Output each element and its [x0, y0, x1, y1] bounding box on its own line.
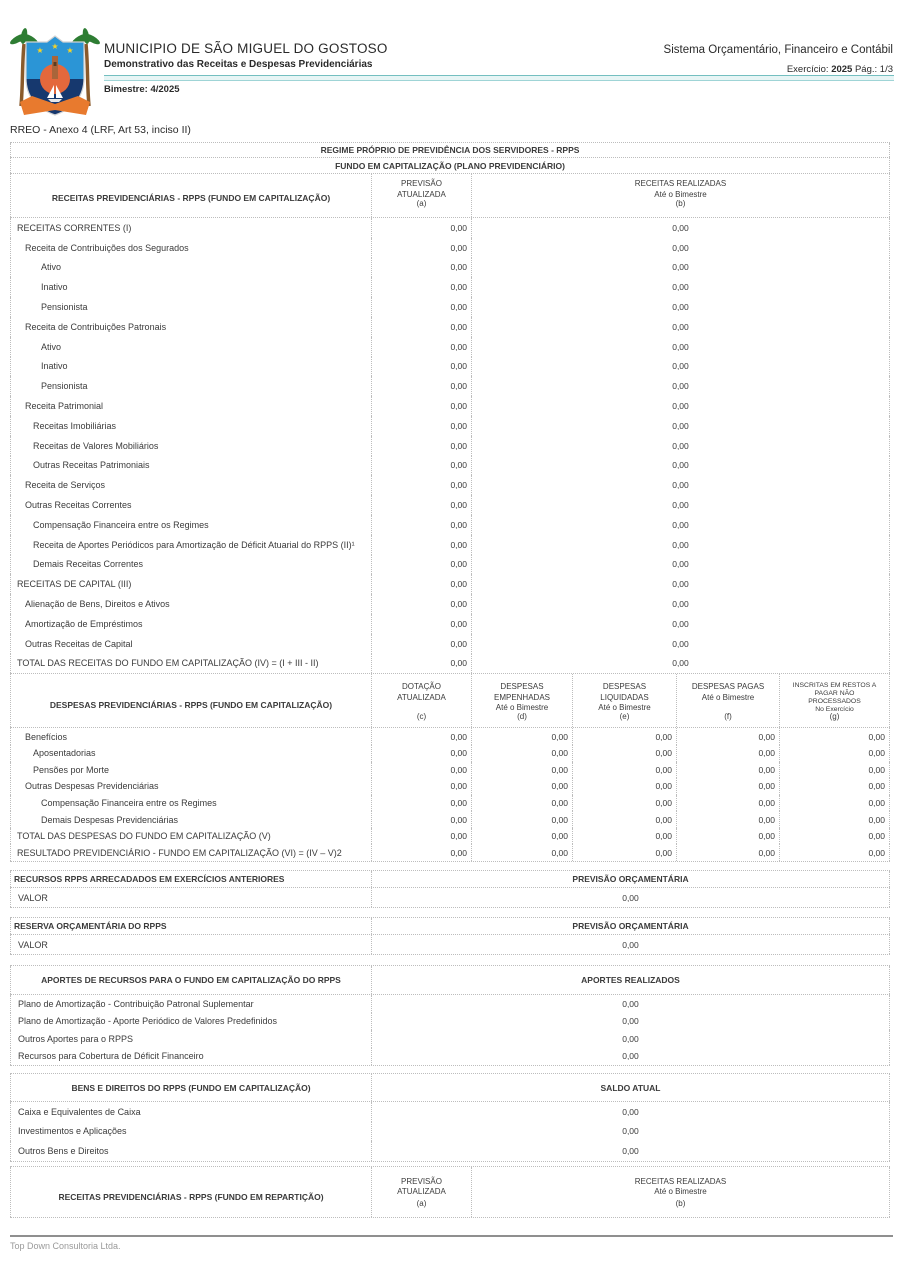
cell-receitas-realizadas: 0,00 — [472, 297, 890, 317]
cell-value: 0,00 — [472, 811, 573, 828]
regime-title: REGIME PRÓPRIO DE PREVIDÊNCIA DOS SERVIDORES - RPPS — [10, 143, 890, 157]
table-row — [10, 357, 890, 377]
cell-value: 0,00 — [677, 795, 780, 812]
row-value: 0,00 — [372, 935, 890, 954]
section-header-row — [10, 966, 890, 995]
row-label: Caixa e Equivalentes de Caixa — [10, 1102, 372, 1122]
header-line: LIQUIDADAS — [600, 692, 649, 702]
table-row — [10, 456, 890, 476]
section-value-header: PREVISÃO ORÇAMENTÁRIA — [372, 918, 890, 934]
section-header-row — [10, 918, 890, 935]
table-row — [10, 238, 890, 258]
table-row — [10, 1141, 890, 1161]
row-label: Outros Bens e Direitos — [10, 1141, 372, 1161]
header-key: (f) — [724, 712, 732, 722]
table-row — [10, 337, 890, 357]
row-label: Investimentos e Aplicações — [10, 1122, 372, 1142]
cell-value: 0,00 — [780, 762, 890, 779]
cell-receitas-realizadas: 0,00 — [472, 317, 890, 337]
despesas-capitalizacao-table — [10, 674, 890, 862]
exercise-page-info — [787, 64, 893, 75]
row-label: Ativo — [10, 337, 372, 357]
cell-receitas-realizadas: 0,00 — [472, 515, 890, 535]
row-label: Inativo — [10, 357, 372, 377]
cell-previsao-atualizada: 0,00 — [372, 277, 472, 297]
cell-previsao-atualizada: 0,00 — [372, 515, 472, 535]
header-line: DESPESAS — [602, 682, 647, 692]
row-label: RESULTADO PREVIDENCIÁRIO - FUNDO EM CAPITALIZAÇÃO (VI) = (IV – V)2 — [10, 844, 372, 861]
system-name: Sistema Orçamentário, Financeiro e Contábil — [663, 44, 893, 56]
table-row — [10, 317, 890, 337]
table-row — [10, 416, 890, 436]
reparticao-header-row — [10, 1167, 890, 1217]
row-label: TOTAL DAS DESPESAS DO FUNDO EM CAPITALIZAÇÃO (V) — [10, 828, 372, 845]
cell-value: 0,00 — [472, 828, 573, 845]
cell-value: 0,00 — [573, 778, 677, 795]
exercise-value: 2025 — [831, 64, 853, 75]
receitas-table-body — [10, 218, 890, 673]
cell-value: 0,00 — [573, 844, 677, 861]
previsao-atualizada-header: PREVISÃO ATUALIZADA (a) — [372, 1167, 472, 1217]
table-row — [10, 728, 890, 745]
cell-value: 0,00 — [372, 762, 472, 779]
cell-value: 0,00 — [372, 795, 472, 812]
table-row — [10, 614, 890, 634]
table-row — [10, 1122, 890, 1142]
cell-value: 0,00 — [472, 795, 573, 812]
cell-receitas-realizadas: 0,00 — [472, 574, 890, 594]
reserva-orcamentaria-section — [10, 917, 890, 955]
bens-rows — [10, 1102, 890, 1161]
row-label: Outras Receitas Correntes — [10, 495, 372, 515]
table-row — [10, 218, 890, 238]
table-row — [10, 634, 890, 654]
cell-receitas-realizadas: 0,00 — [472, 555, 890, 575]
column-header — [472, 674, 573, 727]
table-row — [10, 376, 890, 396]
svg-text:★: ★ — [51, 42, 59, 51]
row-label: Receitas de Valores Mobiliários — [10, 436, 372, 456]
cell-previsao-atualizada: 0,00 — [372, 258, 472, 278]
cell-previsao-atualizada: 0,00 — [372, 357, 472, 377]
header-divider-band — [104, 75, 894, 81]
cell-receitas-realizadas: 0,00 — [472, 396, 890, 416]
row-label: Pensões por Morte — [10, 762, 372, 779]
despesas-column-label: DESPESAS PREVIDENCIÁRIAS - RPPS (FUNDO EM CAPITALIZAÇÃO) — [10, 674, 372, 727]
section-title: APORTES DE RECURSOS PARA O FUNDO EM CAPITALIZAÇÃO DO RPPS — [10, 966, 372, 994]
cell-previsao-atualizada: 0,00 — [372, 574, 472, 594]
despesas-table-body — [10, 728, 890, 861]
header-subline: Até o Bimestre — [495, 703, 549, 713]
svg-text:★: ★ — [66, 46, 74, 55]
svg-text:★: ★ — [36, 46, 44, 55]
cell-value: 0,00 — [677, 811, 780, 828]
header-line: DOTAÇÃO — [402, 682, 441, 692]
table-row — [10, 828, 890, 845]
cell-previsao-atualizada: 0,00 — [372, 416, 472, 436]
row-value: 0,00 — [372, 1048, 890, 1066]
row-value: 0,00 — [372, 995, 890, 1013]
row-label: Amortização de Empréstimos — [10, 614, 372, 634]
fund-title: FUNDO EM CAPITALIZAÇÃO (PLANO PREVIDENCIÁRIO) — [10, 158, 890, 173]
row-label: Receita de Aportes Periódicos para Amortização de Déficit Atuarial do RPPS (II)¹ — [10, 535, 372, 555]
row-label: Receita de Contribuições Patronais — [10, 317, 372, 337]
row-label: Outras Despesas Previdenciárias — [10, 778, 372, 795]
table-row — [10, 811, 890, 828]
cell-value: 0,00 — [780, 728, 890, 745]
header-line: PAGAR NÃO — [814, 690, 855, 698]
row-label: Outros Aportes para o RPPS — [10, 1030, 372, 1048]
row-label: VALOR — [10, 888, 372, 907]
bens-direitos-section — [10, 1073, 890, 1162]
cell-previsao-atualizada: 0,00 — [372, 317, 472, 337]
cell-value: 0,00 — [677, 778, 780, 795]
cell-value: 0,00 — [677, 828, 780, 845]
table-row — [10, 495, 890, 515]
row-label: Aposentadorias — [10, 745, 372, 762]
table-row — [10, 258, 890, 278]
cell-receitas-realizadas: 0,00 — [472, 416, 890, 436]
table-row — [10, 995, 890, 1013]
row-label: RECEITAS CORRENTES (I) — [10, 218, 372, 238]
header-line: DESPESAS — [500, 682, 544, 692]
row-label: Outras Receitas de Capital — [10, 634, 372, 654]
row-label: Pensionista — [10, 376, 372, 396]
cell-value: 0,00 — [677, 745, 780, 762]
table-row — [10, 762, 890, 779]
row-label: Plano de Amortização - Aporte Periódico de Valores Predefinidos — [10, 1013, 372, 1031]
row-label: Receita Patrimonial — [10, 396, 372, 416]
row-value: 0,00 — [372, 1102, 890, 1122]
fund-title-row — [10, 158, 890, 174]
column-header — [372, 674, 472, 727]
section-header-row — [10, 871, 890, 888]
table-row — [10, 778, 890, 795]
cell-receitas-realizadas: 0,00 — [472, 436, 890, 456]
cell-previsao-atualizada: 0,00 — [372, 555, 472, 575]
row-label: Recursos para Cobertura de Déficit Financeiro — [10, 1048, 372, 1066]
cell-previsao-atualizada: 0,00 — [372, 436, 472, 456]
table-row — [10, 654, 890, 674]
cell-receitas-realizadas: 0,00 — [472, 376, 890, 396]
cell-receitas-realizadas: 0,00 — [472, 238, 890, 258]
cell-value: 0,00 — [780, 811, 890, 828]
cell-value: 0,00 — [472, 745, 573, 762]
cell-value: 0,00 — [573, 745, 677, 762]
section-value-header: PREVISÃO ORÇAMENTÁRIA — [372, 871, 890, 887]
table-row — [10, 594, 890, 614]
table-row — [10, 436, 890, 456]
cell-value: 0,00 — [780, 828, 890, 845]
report-title: Demonstrativo das Receitas e Despesas Previdenciárias — [104, 59, 373, 70]
cell-receitas-realizadas: 0,00 — [472, 357, 890, 377]
cell-previsao-atualizada: 0,00 — [372, 594, 472, 614]
row-value: 0,00 — [372, 1122, 890, 1142]
table-row — [10, 555, 890, 575]
footer-divider — [10, 1235, 893, 1237]
report-reference: RREO - Anexo 4 (LRF, Art 53, inciso II) — [10, 124, 191, 136]
cell-value: 0,00 — [472, 778, 573, 795]
row-value: 0,00 — [372, 1141, 890, 1161]
previsao-atualizada-header: PREVISÃO ATUALIZADA (a) — [372, 174, 472, 217]
section-value-header: SALDO ATUAL — [372, 1074, 890, 1101]
row-label: Receita de Contribuições dos Segurados — [10, 238, 372, 258]
header-key: (e) — [619, 712, 630, 722]
row-label: Compensação Financeira entre os Regimes — [10, 795, 372, 812]
header-key: (d) — [517, 712, 527, 722]
table-row — [10, 795, 890, 812]
cell-value: 0,00 — [780, 745, 890, 762]
exercise-label: Exercício: — [786, 64, 829, 75]
header-key: (g) — [829, 712, 840, 722]
cell-value: 0,00 — [780, 778, 890, 795]
cell-previsao-atualizada: 0,00 — [372, 475, 472, 495]
row-label: Alienação de Bens, Direitos e Ativos — [10, 594, 372, 614]
cell-receitas-realizadas: 0,00 — [472, 594, 890, 614]
cell-value: 0,00 — [472, 844, 573, 861]
cell-value: 0,00 — [573, 811, 677, 828]
cell-receitas-realizadas: 0,00 — [472, 456, 890, 476]
table-row — [10, 515, 890, 535]
section-title: RESERVA ORÇAMENTÁRIA DO RPPS — [10, 918, 372, 934]
cell-receitas-realizadas: 0,00 — [472, 614, 890, 634]
row-label: RECEITAS DE CAPITAL (III) — [10, 574, 372, 594]
section-header-row — [10, 1074, 890, 1102]
cell-receitas-realizadas: 0,00 — [472, 495, 890, 515]
recursos-anteriores-section — [10, 870, 890, 908]
row-label: Receitas Imobiliárias — [10, 416, 372, 436]
header-line: DESPESAS PAGAS — [691, 682, 765, 692]
section-title: RECURSOS RPPS ARRECADADOS EM EXERCÍCIOS ANTERIORES — [10, 871, 372, 887]
cell-value: 0,00 — [372, 844, 472, 861]
cell-previsao-atualizada: 0,00 — [372, 218, 472, 238]
column-header — [780, 674, 890, 727]
row-label: Receita de Serviços — [10, 475, 372, 495]
cell-value: 0,00 — [372, 778, 472, 795]
receitas-header-row — [10, 174, 890, 218]
receitas-reparticao-header — [10, 1166, 890, 1218]
table-row — [10, 1013, 890, 1031]
row-label: Benefícios — [10, 728, 372, 745]
cell-receitas-realizadas: 0,00 — [472, 277, 890, 297]
table-row — [10, 297, 890, 317]
table-row — [10, 475, 890, 495]
table-row — [10, 1102, 890, 1122]
cell-value: 0,00 — [372, 811, 472, 828]
cell-value: 0,00 — [573, 728, 677, 745]
row-label: Inativo — [10, 277, 372, 297]
cell-receitas-realizadas: 0,00 — [472, 337, 890, 357]
table-row — [10, 574, 890, 594]
row-label: Compensação Financeira entre os Regimes — [10, 515, 372, 535]
cell-receitas-realizadas: 0,00 — [472, 475, 890, 495]
header-line: ATUALIZADA — [397, 692, 446, 702]
table-row — [10, 1048, 890, 1066]
cell-previsao-atualizada: 0,00 — [372, 614, 472, 634]
cell-value: 0,00 — [573, 828, 677, 845]
reparticao-column-label: RECEITAS PREVIDENCIÁRIAS - RPPS (FUNDO EM REPARTIÇÃO) — [10, 1167, 372, 1217]
cell-value: 0,00 — [677, 728, 780, 745]
row-value: 0,00 — [372, 888, 890, 907]
cell-value: 0,00 — [372, 728, 472, 745]
cell-receitas-realizadas: 0,00 — [472, 654, 890, 674]
receitas-realizadas-header: RECEITAS REALIZADAS Até o Bimestre (b) — [472, 1167, 890, 1217]
cell-value: 0,00 — [780, 844, 890, 861]
cell-previsao-atualizada: 0,00 — [372, 337, 472, 357]
section-value-header: APORTES REALIZADOS — [372, 966, 890, 994]
aportes-rows — [10, 995, 890, 1065]
cell-previsao-atualizada: 0,00 — [372, 297, 472, 317]
receitas-capitalizacao-table — [10, 142, 890, 674]
report-body — [10, 142, 890, 1218]
row-value: 0,00 — [372, 1013, 890, 1031]
cell-receitas-realizadas: 0,00 — [472, 258, 890, 278]
table-row — [10, 1030, 890, 1048]
cell-previsao-atualizada: 0,00 — [372, 535, 472, 555]
cell-value: 0,00 — [372, 745, 472, 762]
despesas-header-row — [10, 674, 890, 728]
cell-previsao-atualizada: 0,00 — [372, 495, 472, 515]
row-label: Demais Despesas Previdenciárias — [10, 811, 372, 828]
header-line: PROCESSADOS — [808, 698, 861, 706]
header-subline: Até o Bimestre — [598, 703, 651, 713]
column-header — [573, 674, 677, 727]
cell-receitas-realizadas: 0,00 — [472, 634, 890, 654]
header-line: EMPENHADAS — [493, 692, 550, 702]
aportes-section — [10, 965, 890, 1066]
row-label: Pensionista — [10, 297, 372, 317]
header-line: INSCRITAS EM RESTOS A — [792, 682, 877, 690]
municipality-name: MUNICIPIO DE SÃO MIGUEL DO GOSTOSO — [104, 41, 388, 56]
cell-previsao-atualizada: 0,00 — [372, 376, 472, 396]
receitas-column-label: RECEITAS PREVIDENCIÁRIAS - RPPS (FUNDO EM CAPITALIZAÇÃO) — [10, 174, 372, 217]
row-label: Demais Receitas Correntes — [10, 555, 372, 575]
cell-previsao-atualizada: 0,00 — [372, 456, 472, 476]
table-row — [10, 844, 890, 861]
column-header — [677, 674, 780, 727]
row-label: Outras Receitas Patrimoniais — [10, 456, 372, 476]
row-label: Ativo — [10, 258, 372, 278]
cell-previsao-atualizada: 0,00 — [372, 634, 472, 654]
cell-value: 0,00 — [573, 795, 677, 812]
table-row — [10, 745, 890, 762]
row-label: VALOR — [10, 935, 372, 954]
cell-value: 0,00 — [573, 762, 677, 779]
cell-value: 0,00 — [372, 828, 472, 845]
row-value: 0,00 — [372, 1030, 890, 1048]
bimester-label: Bimestre: 4/2025 — [104, 84, 180, 95]
cell-previsao-atualizada: 0,00 — [372, 654, 472, 674]
header-key: (c) — [416, 712, 427, 722]
cell-value: 0,00 — [472, 728, 573, 745]
table-row — [10, 396, 890, 416]
header-subline: No Exercício — [815, 706, 854, 714]
valor-row — [10, 888, 890, 907]
row-label: TOTAL DAS RECEITAS DO FUNDO EM CAPITALIZAÇÃO (IV) = (I + III - II) — [10, 654, 372, 674]
table-row — [10, 535, 890, 555]
cell-previsao-atualizada: 0,00 — [372, 238, 472, 258]
municipal-coat-of-arms-logo — [10, 26, 100, 118]
regime-title-row — [10, 142, 890, 158]
page-number: Pág.: 1/3 — [854, 64, 893, 75]
cell-receitas-realizadas: 0,00 — [472, 535, 890, 555]
valor-row — [10, 935, 890, 954]
footer-company: Top Down Consultoria Ltda. — [10, 1241, 121, 1251]
table-row — [10, 277, 890, 297]
cell-value: 0,00 — [677, 762, 780, 779]
cell-previsao-atualizada: 0,00 — [372, 396, 472, 416]
cell-value: 0,00 — [472, 762, 573, 779]
cell-receitas-realizadas: 0,00 — [472, 218, 890, 238]
cell-value: 0,00 — [677, 844, 780, 861]
row-label: Plano de Amortização - Contribuição Patronal Suplementar — [10, 995, 372, 1013]
receitas-realizadas-header: RECEITAS REALIZADAS Até o Bimestre (b) — [472, 174, 890, 217]
cell-value: 0,00 — [780, 795, 890, 812]
header-subline: Até o Bimestre — [701, 692, 755, 702]
section-title: BENS E DIREITOS DO RPPS (FUNDO EM CAPITALIZAÇÃO) — [10, 1074, 372, 1101]
